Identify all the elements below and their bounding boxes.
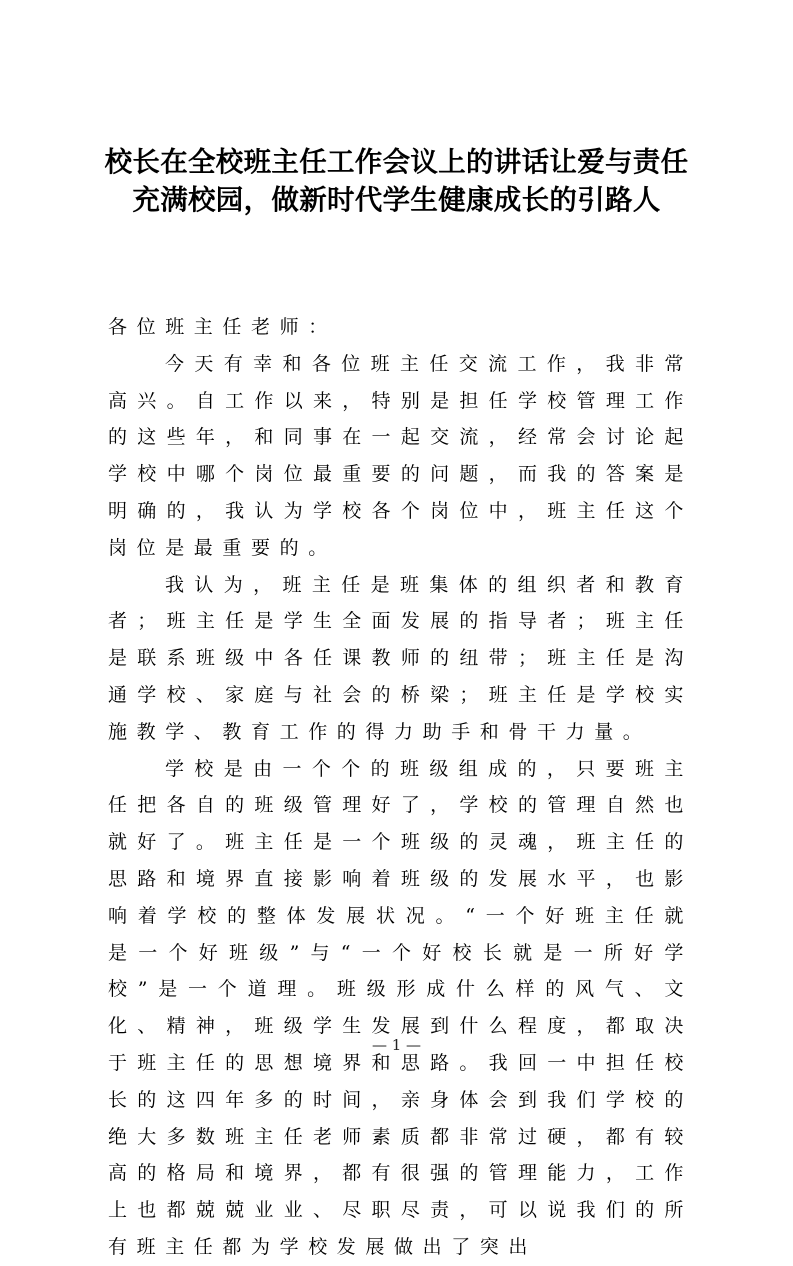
page-number: — 1 — [371, 1036, 422, 1054]
paragraph-3: 学校是由一个个的班级组成的，只要班主任把各自的班级管理好了，学校的管理自然也就好了。班主任是一个班级的灵魂，班主任的思路和境界直接影响着班级的发展水平，也影响着学校的整体发展状况。“一个好班主任就是一个好班级”与“一个好校长就是一所好学校”是一个道理。班级形成什么样的风气、文化、精神，班级学生发展到什么程度，都取决于班主任的思想境界和思路。我回一中担任校长的这四年多的时间，亲身体会到我们学校的绝大多数班主任老师素质都非常过硬，都有较高的格局和境界，都有很强的管理能力，工作上也都兢兢业业、尽职尽责，可以说我们的所有班主任都为学校发展做出了突出 [108, 757, 693, 1258]
salutation: 各位班主任老师： [108, 316, 337, 338]
document-title: 校长在全校班主任工作会议上的讲话让爱与责任充满校园，做新时代学生健康成长的引路人 [104, 146, 689, 216]
document-body [108, 309, 693, 1266]
paragraph-2: 我认为，班主任是班集体的组织者和教育者；班主任是学生全面发展的指导者；班主任是联系班级中各任课教师的纽带；班主任是沟通学校、家庭与社会的桥梁；班主任是学校实施教学、教育工作的得力助手和骨干力量。 [108, 573, 693, 743]
paragraph-1: 今天有幸和各位班主任交流工作，我非常高兴。自工作以来，特别是担任学校管理工作的这些年，和同事在一起交流，经常会讨论起学校中哪个岗位最重要的问题，而我的答案是明确的，我认为学校各个岗位中，班主任这个岗位是最重要的。 [108, 352, 693, 559]
